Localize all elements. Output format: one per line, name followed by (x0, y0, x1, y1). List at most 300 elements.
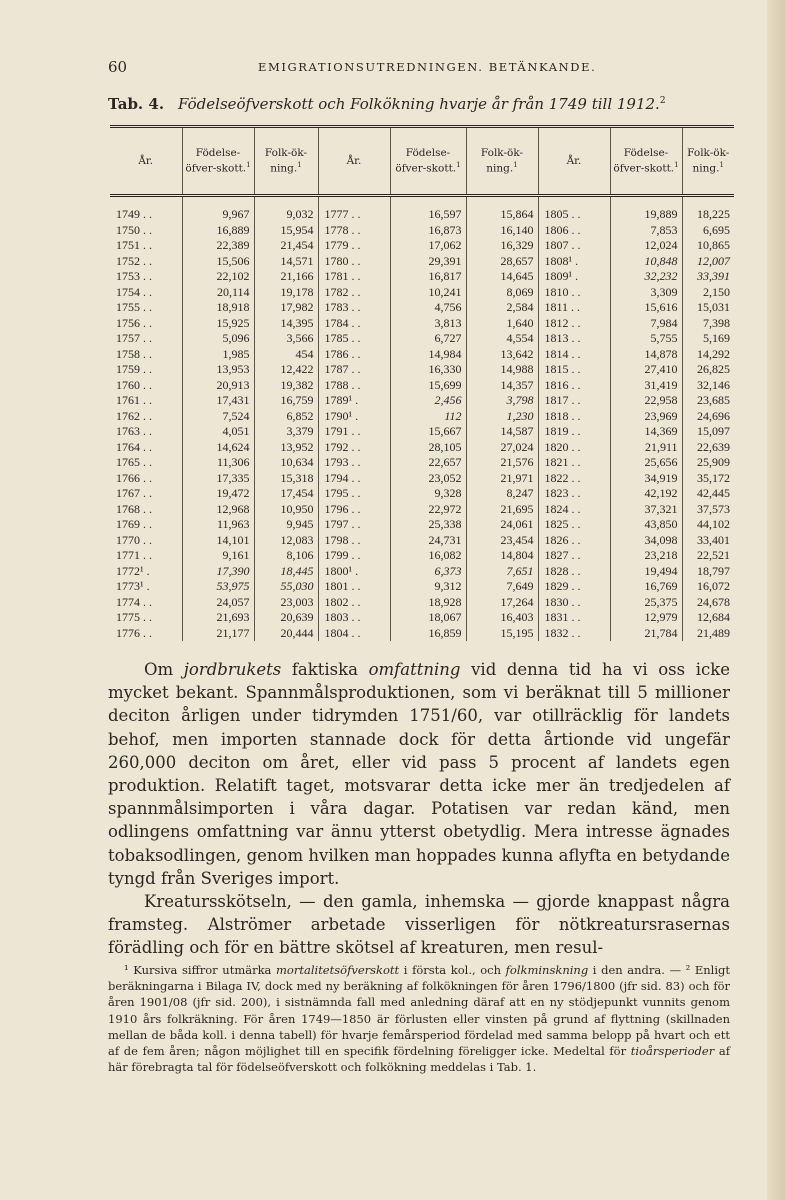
year-cell: 1782 . . (318, 285, 390, 301)
population-growth-cell: 24,678 (682, 595, 734, 611)
birth-surplus-cell: 3,309 (610, 285, 682, 301)
year-cell: 1765 . . (116, 455, 152, 469)
population-growth-cell: 3,566 (254, 331, 318, 347)
col-header-population-growth: Folk-ök-ning.$^1$ (682, 128, 734, 196)
year-cell: 1754 . . (116, 284, 152, 299)
year-cell: 1831 . . (538, 610, 610, 626)
population-growth-cell: 8,069 (466, 285, 538, 301)
running-title: EMIGRATIONSUTREDNINGEN. BETÄNKANDE. (258, 60, 597, 74)
year-cell: 1778 . . (318, 223, 390, 239)
birth-surplus-cell: 19,889 (610, 196, 682, 223)
population-growth-cell: 13,642 (466, 347, 538, 363)
birth-surplus-cell: 11,306 (182, 455, 254, 471)
birth-surplus-cell: 21,177 (182, 626, 254, 642)
year-cell: 1820 . . (538, 440, 610, 456)
birth-surplus-cell: 21,911 (610, 440, 682, 456)
year-cell: 1815 . . (538, 362, 610, 378)
birth-surplus-cell: 19,494 (610, 564, 682, 580)
population-growth-cell: 3,379 (254, 424, 318, 440)
year-cell: 1828 . . (538, 564, 610, 580)
year-cell: 1813 . . (538, 331, 610, 347)
year-cell: 1761 . . (116, 393, 152, 407)
population-growth-cell: 1,640 (466, 316, 538, 332)
population-growth-cell: 24,061 (466, 517, 538, 533)
population-growth-cell: 22,639 (682, 440, 734, 456)
population-growth-cell: 6,852 (254, 409, 318, 425)
birth-surplus-cell: 2,456 (390, 393, 466, 409)
year-cell: 1812 . . (538, 316, 610, 332)
year-cell: 1829 . . (538, 579, 610, 595)
table-row (110, 595, 734, 611)
year-cell: 1760 . . (116, 377, 152, 392)
birth-surplus-cell: 16,889 (182, 223, 254, 239)
population-growth-cell: 16,140 (466, 223, 538, 239)
year-cell: 1799 . . (318, 548, 390, 564)
population-growth-cell: 14,395 (254, 316, 318, 332)
birth-surplus-cell: 22,657 (390, 455, 466, 471)
col-header-population-growth: Folk-ök-ning.$^1$ (254, 128, 318, 196)
birth-surplus-cell: 25,375 (610, 595, 682, 611)
birth-surplus-cell: 14,984 (390, 347, 466, 363)
table-row (110, 347, 734, 363)
birth-surplus-cell: 23,052 (390, 471, 466, 487)
year-cell: 1792 . . (318, 440, 390, 456)
population-growth-cell: 454 (254, 347, 318, 363)
year-cell: 1762 . . (116, 408, 152, 423)
table-caption (108, 95, 738, 113)
page-edge (767, 0, 785, 1200)
year-cell: 1809¹ . (538, 269, 610, 285)
data-table-wrapper (110, 125, 734, 641)
year-cell: 1781 . . (318, 269, 390, 285)
birth-surplus-cell: 7,984 (610, 316, 682, 332)
table-row (110, 223, 734, 239)
year-cell: 1749 . . (116, 207, 152, 221)
footnote: ¹ Kursiva siffror utmärka mortalitetsöfverskott i första kol., och folkminskning i den andra. — ² Enligt beräkningarna i Bilaga IV, dock med ny beräkning af folkökningen för åren 1796/1800 (jfr sid. 83) och för åren 1901/08 (jfr sid. 200), i sistnämnda fall med anledning däraf att en ny stödjepunkt vunnits genom 1910 års folkräkning. För åren 1749—1850 är förlusten eller vinsten på grund af flyttning (skillnaden mellan de båda koll. i denna tabell) för hvarje femårsperiod fördelad med samma belopp på hvart och ett af de fem åren; någon möjlighet till en specifik fördelning föreligger icke. Medeltal för tioårsperioder af här förebragta tal för födelseöfverskott och folkökning meddelas i Tab. 1. (108, 963, 731, 1075)
year-cell: 1790¹ . (318, 409, 390, 425)
population-growth-cell: 17,454 (254, 486, 318, 502)
table-row (110, 254, 734, 270)
population-growth-cell: 21,695 (466, 502, 538, 518)
data-table (110, 128, 734, 641)
population-growth-cell: 19,178 (254, 285, 318, 301)
birth-surplus-cell: 5,755 (610, 331, 682, 347)
birth-surplus-cell: 12,979 (610, 610, 682, 626)
table-row (110, 424, 734, 440)
table-row (110, 331, 734, 347)
population-growth-cell: 32,146 (682, 378, 734, 394)
birth-surplus-cell: 24,731 (390, 533, 466, 549)
year-cell: 1826 . . (538, 533, 610, 549)
birth-surplus-cell: 43,850 (610, 517, 682, 533)
birth-surplus-cell: 16,873 (390, 223, 466, 239)
table-row (110, 548, 734, 564)
birth-surplus-cell: 25,656 (610, 455, 682, 471)
birth-surplus-cell: 14,878 (610, 347, 682, 363)
population-growth-cell: 23,454 (466, 533, 538, 549)
table-row (110, 378, 734, 394)
table-row (110, 455, 734, 471)
birth-surplus-cell: 21,693 (182, 610, 254, 626)
birth-surplus-cell: 5,096 (182, 331, 254, 347)
year-cell: 1798 . . (318, 533, 390, 549)
birth-surplus-cell: 10,848 (610, 254, 682, 270)
birth-surplus-cell: 17,335 (182, 471, 254, 487)
year-cell: 1775 . . (116, 610, 152, 624)
population-growth-cell: 18,797 (682, 564, 734, 580)
birth-surplus-cell: 34,098 (610, 533, 682, 549)
population-growth-cell: 15,195 (466, 626, 538, 642)
population-growth-cell: 15,954 (254, 223, 318, 239)
birth-surplus-cell: 9,312 (390, 579, 466, 595)
table-row (110, 238, 734, 254)
birth-surplus-cell: 20,913 (182, 378, 254, 394)
population-growth-cell: 15,031 (682, 300, 734, 316)
year-cell: 1776 . . (116, 625, 152, 640)
population-growth-cell: 14,292 (682, 347, 734, 363)
population-growth-cell: 12,422 (254, 362, 318, 378)
population-growth-cell: 23,003 (254, 595, 318, 611)
year-cell: 1767 . . (116, 486, 152, 500)
population-growth-cell: 12,083 (254, 533, 318, 549)
table-row (110, 502, 734, 518)
population-growth-cell: 22,521 (682, 548, 734, 564)
population-growth-cell: 16,759 (254, 393, 318, 409)
birth-surplus-cell: 112 (390, 409, 466, 425)
birth-surplus-cell: 23,969 (610, 409, 682, 425)
table-row (110, 610, 734, 626)
population-growth-cell: 13,952 (254, 440, 318, 456)
population-growth-cell: 5,169 (682, 331, 734, 347)
birth-surplus-cell: 15,925 (182, 316, 254, 332)
year-cell: 1774 . . (116, 594, 152, 609)
year-cell: 1764 . . (116, 439, 152, 454)
year-cell: 1777 . . (318, 196, 390, 223)
population-growth-cell: 26,825 (682, 362, 734, 378)
body-text (108, 658, 730, 960)
birth-surplus-cell: 31,419 (610, 378, 682, 394)
year-cell: 1822 . . (538, 471, 610, 487)
birth-surplus-cell: 9,328 (390, 486, 466, 502)
year-cell: 1763 . . (116, 424, 152, 438)
year-cell: 1769 . . (116, 517, 152, 531)
birth-surplus-cell: 13,953 (182, 362, 254, 378)
birth-surplus-cell: 1,985 (182, 347, 254, 363)
birth-surplus-cell: 24,057 (182, 595, 254, 611)
col-header-year: År. (538, 128, 610, 196)
table-label: Tab. 4. (108, 95, 165, 113)
population-growth-cell: 18,445 (254, 564, 318, 580)
birth-surplus-cell: 14,624 (182, 440, 254, 456)
population-growth-cell: 25,909 (682, 455, 734, 471)
population-growth-cell: 15,097 (682, 424, 734, 440)
birth-surplus-cell: 9,161 (182, 548, 254, 564)
population-growth-cell: 21,489 (682, 626, 734, 642)
table-row (110, 409, 734, 425)
year-cell: 1751 . . (116, 238, 152, 252)
population-growth-cell: 16,403 (466, 610, 538, 626)
birth-surplus-cell: 7,853 (610, 223, 682, 239)
birth-surplus-cell: 15,667 (390, 424, 466, 440)
table-row (110, 579, 734, 595)
year-cell: 1773¹ . (116, 579, 150, 593)
year-cell: 1816 . . (538, 378, 610, 394)
year-cell: 1794 . . (318, 471, 390, 487)
year-cell: 1768 . . (116, 501, 152, 516)
population-growth-cell: 10,634 (254, 455, 318, 471)
year-cell: 1827 . . (538, 548, 610, 564)
population-growth-cell: 21,971 (466, 471, 538, 487)
birth-surplus-cell: 42,192 (610, 486, 682, 502)
population-growth-cell: 1,230 (466, 409, 538, 425)
col-header-birth-surplus: Födelse-öfver-skott.$^1$ (610, 128, 682, 196)
table-row (110, 626, 734, 642)
year-cell: 1821 . . (538, 455, 610, 471)
year-cell: 1802 . . (318, 595, 390, 611)
birth-surplus-cell: 11,963 (182, 517, 254, 533)
birth-surplus-cell: 10,241 (390, 285, 466, 301)
table-body (110, 196, 734, 642)
population-growth-cell: 17,264 (466, 595, 538, 611)
year-cell: 1772¹ . (116, 563, 150, 578)
table-title: Födelseöfverskott och Folkökning hvarje år från 1749 till 1912. (178, 95, 660, 113)
population-growth-cell: 20,639 (254, 610, 318, 626)
table-row (110, 362, 734, 378)
table-row (110, 517, 734, 533)
table-row (110, 393, 734, 409)
birth-surplus-cell: 32,232 (610, 269, 682, 285)
birth-surplus-cell: 21,784 (610, 626, 682, 642)
year-cell: 1808¹ . (538, 254, 610, 270)
population-growth-cell: 17,982 (254, 300, 318, 316)
population-growth-cell: 4,554 (466, 331, 538, 347)
population-growth-cell: 37,573 (682, 502, 734, 518)
population-growth-cell: 42,445 (682, 486, 734, 502)
population-growth-cell: 2,584 (466, 300, 538, 316)
population-growth-cell: 16,072 (682, 579, 734, 595)
birth-surplus-cell: 4,051 (182, 424, 254, 440)
population-growth-cell: 10,950 (254, 502, 318, 518)
population-growth-cell: 24,696 (682, 409, 734, 425)
year-cell: 1755 . . (116, 300, 152, 314)
year-cell: 1787 . . (318, 362, 390, 378)
birth-surplus-cell: 16,769 (610, 579, 682, 595)
year-cell: 1801 . . (318, 579, 390, 595)
birth-surplus-cell: 28,105 (390, 440, 466, 456)
year-cell: 1779 . . (318, 238, 390, 254)
year-cell: 1795 . . (318, 486, 390, 502)
birth-surplus-cell: 17,062 (390, 238, 466, 254)
population-growth-cell: 14,645 (466, 269, 538, 285)
col-header-birth-surplus: Födelse-öfver-skott.$^1$ (182, 128, 254, 196)
population-growth-cell: 2,150 (682, 285, 734, 301)
population-growth-cell: 27,024 (466, 440, 538, 456)
birth-surplus-cell: 14,369 (610, 424, 682, 440)
table-row (110, 285, 734, 301)
birth-surplus-cell: 15,616 (610, 300, 682, 316)
population-growth-cell: 21,576 (466, 455, 538, 471)
year-cell: 1796 . . (318, 502, 390, 518)
population-growth-cell: 9,032 (254, 196, 318, 223)
birth-surplus-cell: 53,975 (182, 579, 254, 595)
birth-surplus-cell: 16,082 (390, 548, 466, 564)
birth-surplus-cell: 34,919 (610, 471, 682, 487)
table-row (110, 471, 734, 487)
population-growth-cell: 3,798 (466, 393, 538, 409)
birth-surplus-cell: 17,390 (182, 564, 254, 580)
year-cell: 1788 . . (318, 378, 390, 394)
col-header-birth-surplus: Födelse-öfver-skott.$^1$ (390, 128, 466, 196)
birth-surplus-cell: 22,102 (182, 269, 254, 285)
birth-surplus-cell: 27,410 (610, 362, 682, 378)
population-growth-cell: 55,030 (254, 579, 318, 595)
population-growth-cell: 20,444 (254, 626, 318, 642)
table-title-note: 2 (659, 96, 666, 106)
year-cell: 1750 . . (116, 222, 152, 237)
birth-surplus-cell: 16,859 (390, 626, 466, 642)
population-growth-cell: 7,649 (466, 579, 538, 595)
year-cell: 1830 . . (538, 595, 610, 611)
paragraph: Kreatursskötseln, — den gamla, inhemska — gjorde knappast några framsteg. Alströmer arbetade visserligen för nötkreatursrasernas förädling och för en bättre skötsel af kreaturen, men resul- (108, 892, 730, 958)
table-row (110, 533, 734, 549)
year-cell: 1756 . . (116, 315, 152, 330)
year-cell: 1804 . . (318, 626, 390, 642)
year-cell: 1786 . . (318, 347, 390, 363)
population-growth-cell: 8,106 (254, 548, 318, 564)
population-growth-cell: 21,166 (254, 269, 318, 285)
birth-surplus-cell: 16,597 (390, 196, 466, 223)
population-growth-cell: 14,988 (466, 362, 538, 378)
year-cell: 1832 . . (538, 626, 610, 642)
year-cell: 1758 . . (116, 346, 152, 361)
population-growth-cell: 19,382 (254, 378, 318, 394)
population-growth-cell: 9,945 (254, 517, 318, 533)
birth-surplus-cell: 4,756 (390, 300, 466, 316)
birth-surplus-cell: 18,928 (390, 595, 466, 611)
table-header-row (110, 128, 734, 196)
birth-surplus-cell: 14,101 (182, 533, 254, 549)
year-cell: 1806 . . (538, 223, 610, 239)
birth-surplus-cell: 6,373 (390, 564, 466, 580)
population-growth-cell: 10,865 (682, 238, 734, 254)
year-cell: 1824 . . (538, 502, 610, 518)
year-cell: 1759 . . (116, 362, 152, 376)
birth-surplus-cell: 9,967 (182, 196, 254, 223)
population-growth-cell: 35,172 (682, 471, 734, 487)
population-growth-cell: 14,357 (466, 378, 538, 394)
birth-surplus-cell: 7,524 (182, 409, 254, 425)
year-cell: 1825 . . (538, 517, 610, 533)
table-row (110, 269, 734, 285)
year-cell: 1784 . . (318, 316, 390, 332)
population-growth-cell: 33,401 (682, 533, 734, 549)
birth-surplus-cell: 37,321 (610, 502, 682, 518)
col-header-year: År. (318, 128, 390, 196)
year-cell: 1823 . . (538, 486, 610, 502)
population-growth-cell: 12,684 (682, 610, 734, 626)
population-growth-cell: 7,651 (466, 564, 538, 580)
population-growth-cell: 7,398 (682, 316, 734, 332)
birth-surplus-cell: 12,968 (182, 502, 254, 518)
population-growth-cell: 12,007 (682, 254, 734, 270)
year-cell: 1811 . . (538, 300, 610, 316)
population-growth-cell: 14,587 (466, 424, 538, 440)
year-cell: 1770 . . (116, 532, 152, 547)
col-header-population-growth: Folk-ök-ning.$^1$ (466, 128, 538, 196)
birth-surplus-cell: 16,817 (390, 269, 466, 285)
population-growth-cell: 14,571 (254, 254, 318, 270)
year-cell: 1797 . . (318, 517, 390, 533)
population-growth-cell: 28,657 (466, 254, 538, 270)
birth-surplus-cell: 29,391 (390, 254, 466, 270)
population-growth-cell: 15,864 (466, 196, 538, 223)
birth-surplus-cell: 3,813 (390, 316, 466, 332)
year-cell: 1753 . . (116, 269, 152, 283)
year-cell: 1791 . . (318, 424, 390, 440)
birth-surplus-cell: 18,067 (390, 610, 466, 626)
paragraph: Om jordbrukets faktiska omfattning vid denna tid ha vi oss icke mycket bekant. Spannmålsproduktionen, som vi beräknat till 5 millioner deciton årligen under tidrymden 1751/60, var otillräcklig för landets behof, men importen stannade dock för detta årtionde vid ungefär 260,000 deciton om året, eller vid pass 5 procent af landets egen produktion. Relatift taget, motsvarar detta icke mer än tredjedelen af spannmålsimporten i våra dagar. Potatisen var redan känd, men odlingens omfattning var ännu ytterst obetydlig. Mera intresse ägnades tobaksodlingen, genom hvilken man hoppades kunna aflyfta en betydande tyngd från Sveriges import. (108, 660, 730, 888)
year-cell: 1817 . . (538, 393, 610, 409)
year-cell: 1803 . . (318, 610, 390, 626)
table-row (110, 564, 734, 580)
footnotes (108, 962, 730, 1075)
year-cell: 1818 . . (538, 409, 610, 425)
page-number: 60 (108, 58, 128, 76)
birth-surplus-cell: 22,972 (390, 502, 466, 518)
birth-surplus-cell: 17,431 (182, 393, 254, 409)
year-cell: 1780 . . (318, 254, 390, 270)
year-cell: 1800¹ . (318, 564, 390, 580)
population-growth-cell: 21,454 (254, 238, 318, 254)
birth-surplus-cell: 22,958 (610, 393, 682, 409)
birth-surplus-cell: 20,114 (182, 285, 254, 301)
birth-surplus-cell: 25,338 (390, 517, 466, 533)
birth-surplus-cell: 15,506 (182, 254, 254, 270)
population-growth-cell: 18,225 (682, 196, 734, 223)
table-row (110, 486, 734, 502)
table-row (110, 300, 734, 316)
col-header-year: År. (110, 128, 182, 196)
birth-surplus-cell: 23,218 (610, 548, 682, 564)
population-growth-cell: 15,318 (254, 471, 318, 487)
year-cell: 1783 . . (318, 300, 390, 316)
year-cell: 1752 . . (116, 253, 152, 268)
birth-surplus-cell: 15,699 (390, 378, 466, 394)
birth-surplus-cell: 6,727 (390, 331, 466, 347)
year-cell: 1766 . . (116, 470, 152, 485)
year-cell: 1785 . . (318, 331, 390, 347)
table-row (110, 196, 734, 223)
year-cell: 1805 . . (538, 196, 610, 223)
population-growth-cell: 44,102 (682, 517, 734, 533)
population-growth-cell: 8,247 (466, 486, 538, 502)
year-cell: 1819 . . (538, 424, 610, 440)
birth-surplus-cell: 22,389 (182, 238, 254, 254)
year-cell: 1757 . . (116, 331, 152, 345)
birth-surplus-cell: 18,918 (182, 300, 254, 316)
birth-surplus-cell: 12,024 (610, 238, 682, 254)
birth-surplus-cell: 19,472 (182, 486, 254, 502)
year-cell: 1814 . . (538, 347, 610, 363)
year-cell: 1810 . . (538, 285, 610, 301)
year-cell: 1771 . . (116, 548, 152, 562)
year-cell: 1807 . . (538, 238, 610, 254)
birth-surplus-cell: 16,330 (390, 362, 466, 378)
year-cell: 1793 . . (318, 455, 390, 471)
population-growth-cell: 16,329 (466, 238, 538, 254)
population-growth-cell: 23,685 (682, 393, 734, 409)
table-row (110, 440, 734, 456)
